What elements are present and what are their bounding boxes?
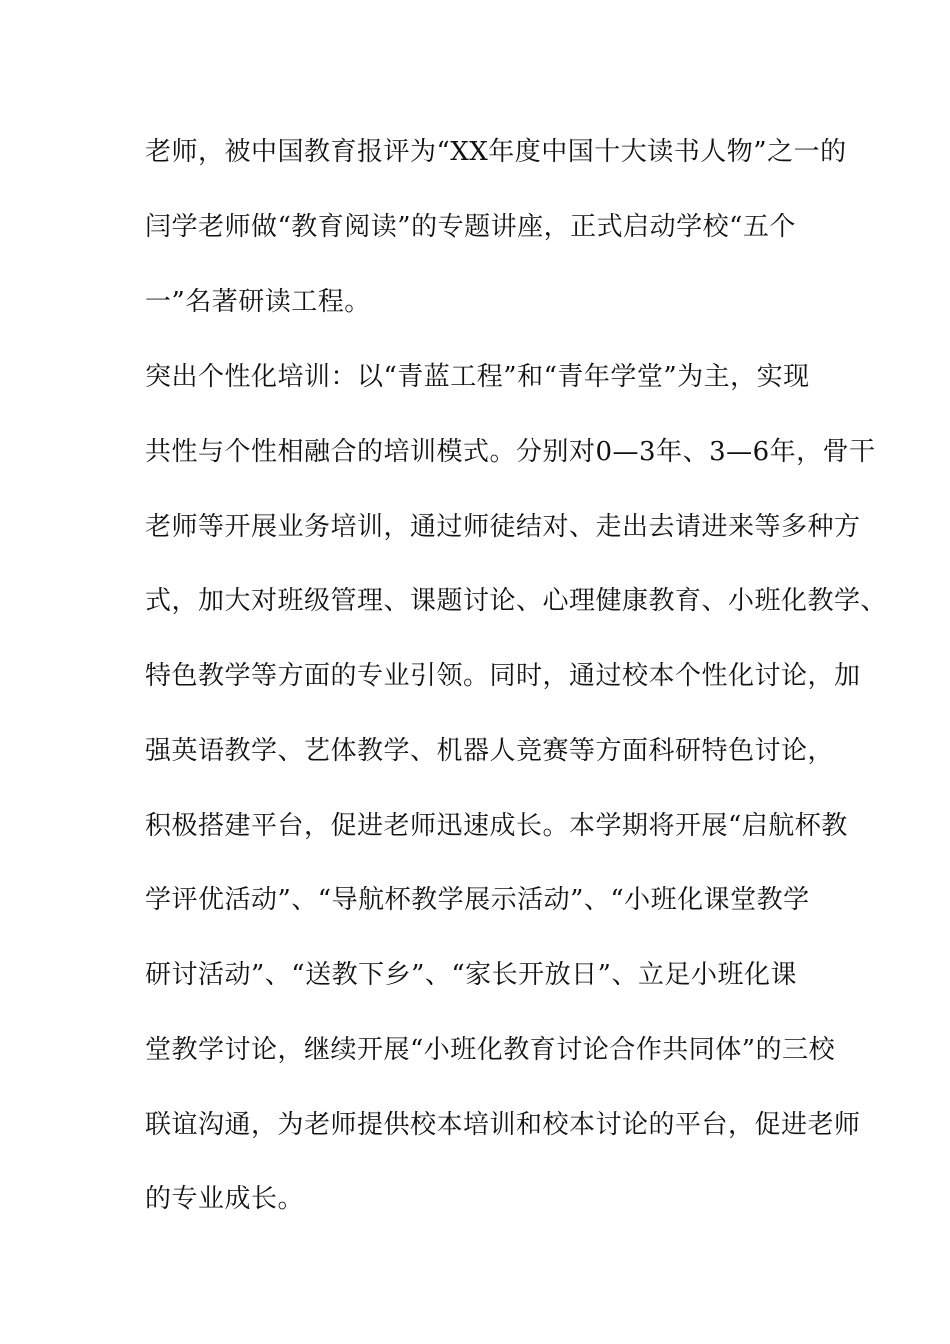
text-line: 闫学老师做“教育阅读”的专题讲座，正式启动学校“五个 [145, 212, 796, 242]
text-line: 特色教学等方面的专业引领。同时，通过校本个性化讨论，加 [145, 661, 861, 691]
text-line: 积极搭建平台，促进老师迅速成长。本学期将开展“启航杯教 [145, 811, 848, 841]
text-line: 强英语教学、艺体教学、机器人竞赛等方面科研特色讨论， [145, 736, 835, 766]
text-line: 研讨活动”、“送教下乡”、“家长开放日”、立足小班化课 [145, 960, 797, 990]
text-line: 式，加大对班级管理、课题讨论、心理健康教育、小班化教学、 [145, 586, 888, 616]
text-line: 联谊沟通，为老师提供校本培训和校本讨论的平台，促进老师 [145, 1110, 861, 1140]
text-line: 共性与个性相融合的培训模式。分别对0—3年、3—6年，骨干 [145, 437, 876, 467]
text-line: 学评优活动”、“导航杯教学展示活动”、“小班化课堂教学 [145, 885, 810, 915]
text-line: 老师，被中国教育报评为“XX年度中国十大读书人物”之一的 [145, 137, 847, 167]
text-line: 突出个性化培训：以“青蓝工程”和“青年学堂”为主，实现 [145, 362, 810, 392]
text-line: 堂教学讨论，继续开展“小班化教育讨论合作共同体”的三校 [145, 1035, 836, 1065]
text-line: 老师等开展业务培训，通过师徒结对、走出去请进来等多种方 [145, 512, 861, 542]
text-line: 一”名著研读工程。 [145, 287, 371, 317]
text-line: 的专业成长。 [145, 1184, 305, 1214]
